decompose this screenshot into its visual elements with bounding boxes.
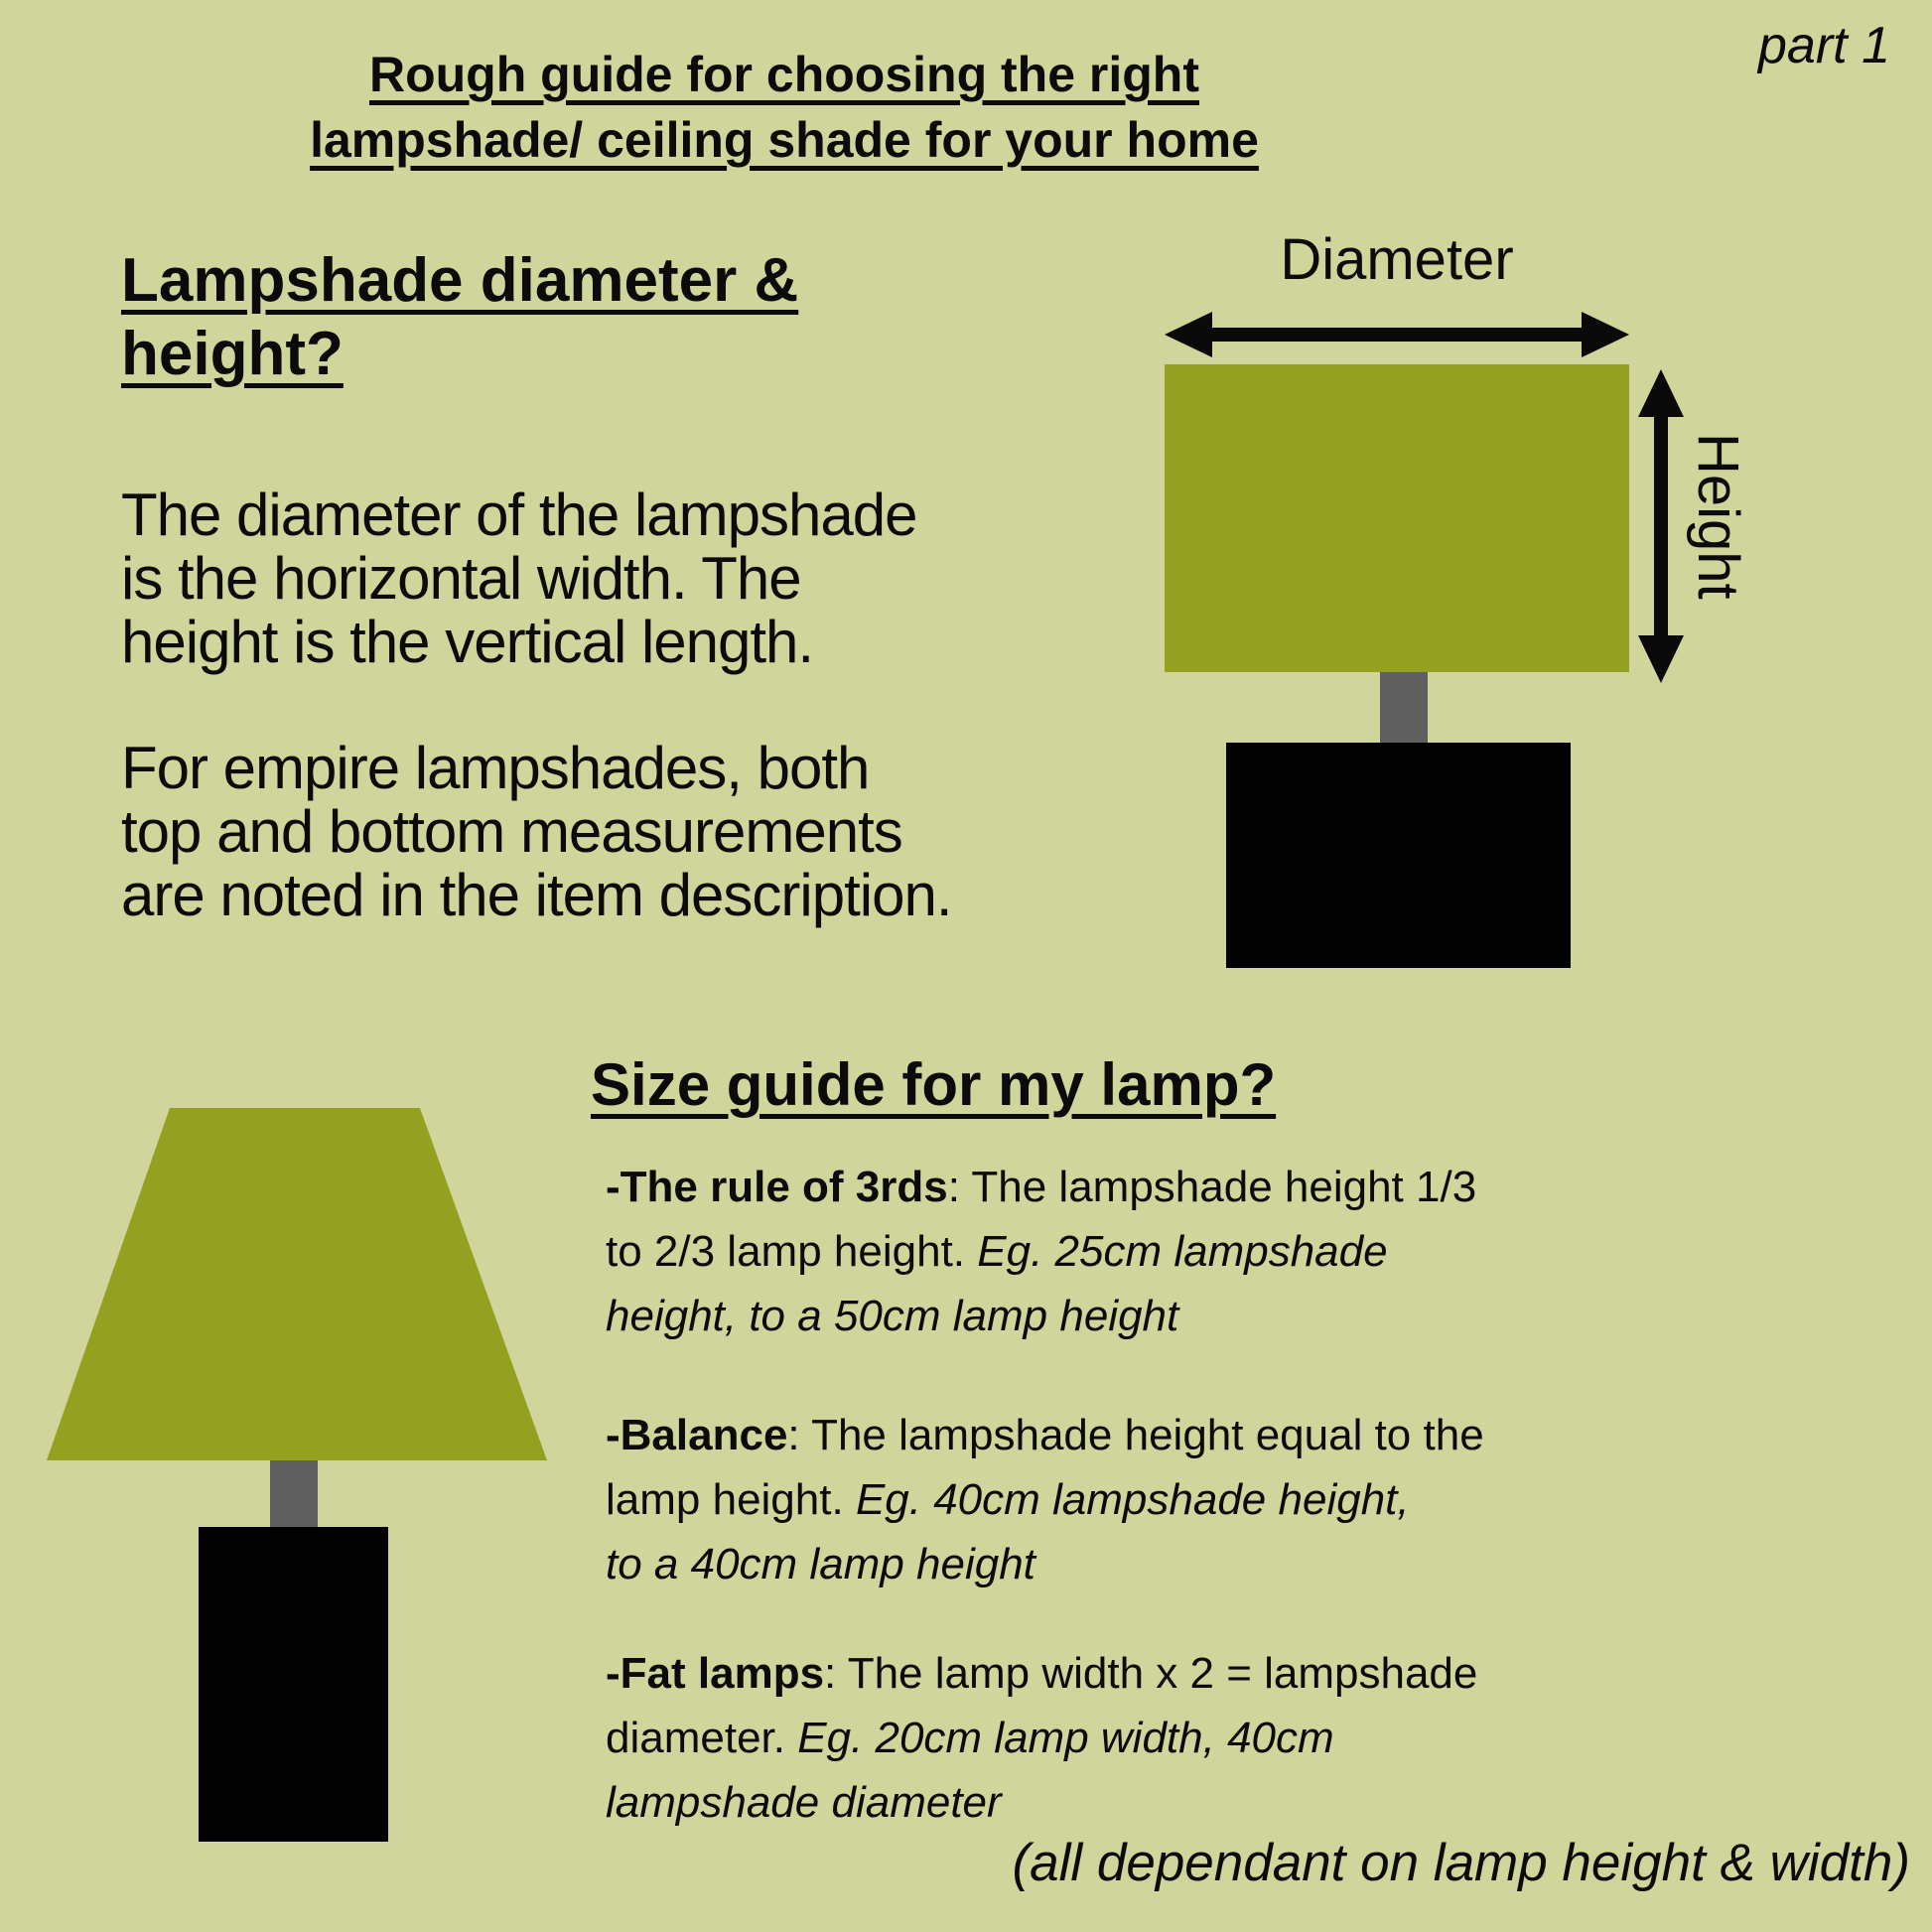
- rule-line: -Balance: The lampshade height equal to the: [606, 1411, 1484, 1459]
- rule-line: lampshade diameter: [606, 1778, 1002, 1827]
- rule-line: diameter. Eg. 20cm lamp width, 40cm: [606, 1714, 1334, 1762]
- arrow-right-head-icon: [1582, 312, 1629, 357]
- rectangular-lampshade-shape: [1165, 364, 1629, 672]
- fat-lamps-rule-item: [606, 1641, 1916, 1835]
- diameter-paragraph-line-2: is the horizontal width. The: [121, 545, 801, 612]
- diameter-section-heading-line-2: height?: [121, 320, 344, 388]
- diameter-paragraph-line-1: The diameter of the lampshade: [121, 482, 917, 548]
- rule-line: -The rule of 3rds: The lampshade height 1/3: [606, 1163, 1477, 1211]
- rule-line: to a 40cm lamp height: [606, 1540, 1035, 1588]
- lamp-base-shape: [199, 1527, 388, 1842]
- diameter-arrow-icon: [1165, 312, 1629, 357]
- page-title-line-1: Rough guide for choosing the right: [368, 47, 1199, 102]
- size-guide-heading: Size guide for my lamp?: [591, 1051, 1277, 1118]
- height-label: Height: [1686, 433, 1750, 600]
- lamp-base-shape: [1226, 743, 1571, 968]
- page-title-line-2: lampshade/ ceiling shade for your home: [310, 112, 1259, 168]
- diameter-label: Diameter: [1280, 227, 1514, 292]
- height-arrow-icon: [1638, 369, 1684, 683]
- diameter-paragraph-line-3: height is the vertical length.: [121, 609, 814, 675]
- diameter-section-heading-line-1: Lampshade diameter &: [121, 246, 799, 315]
- arrow-shaft: [1654, 409, 1668, 643]
- lamp-stem-shape: [1380, 672, 1428, 743]
- balance-rule-item: [606, 1403, 1916, 1596]
- page-title: [139, 42, 1430, 173]
- diameter-section-heading: [121, 244, 798, 391]
- trapezoid-lampshade-shape: [47, 1108, 547, 1460]
- rule-line: -Fat lamps: The lamp width x 2 = lampshade: [606, 1649, 1478, 1698]
- part-label: part 1: [1758, 17, 1890, 74]
- rule-line: height, to a 50cm lamp height: [606, 1292, 1179, 1340]
- arrow-shaft: [1202, 328, 1591, 342]
- arrow-down-head-icon: [1638, 635, 1684, 683]
- empire-paragraph-line-1: For empire lampshades, both: [121, 735, 870, 801]
- dependency-footnote: (all dependant on lamp height & width): [1012, 1834, 1910, 1892]
- empire-paragraph-line-2: top and bottom measurements: [121, 798, 902, 865]
- diameter-paragraph: [121, 483, 916, 674]
- rule-line: to 2/3 lamp height. Eg. 25cm lampshade: [606, 1227, 1388, 1276]
- empire-paragraph-line-3: are noted in the item description.: [121, 862, 952, 928]
- rule-of-thirds-item: [606, 1155, 1916, 1348]
- empire-paragraph: [121, 737, 952, 927]
- lamp-stem-shape: [270, 1460, 318, 1527]
- rule-line: lamp height. Eg. 40cm lampshade height,: [606, 1475, 1410, 1524]
